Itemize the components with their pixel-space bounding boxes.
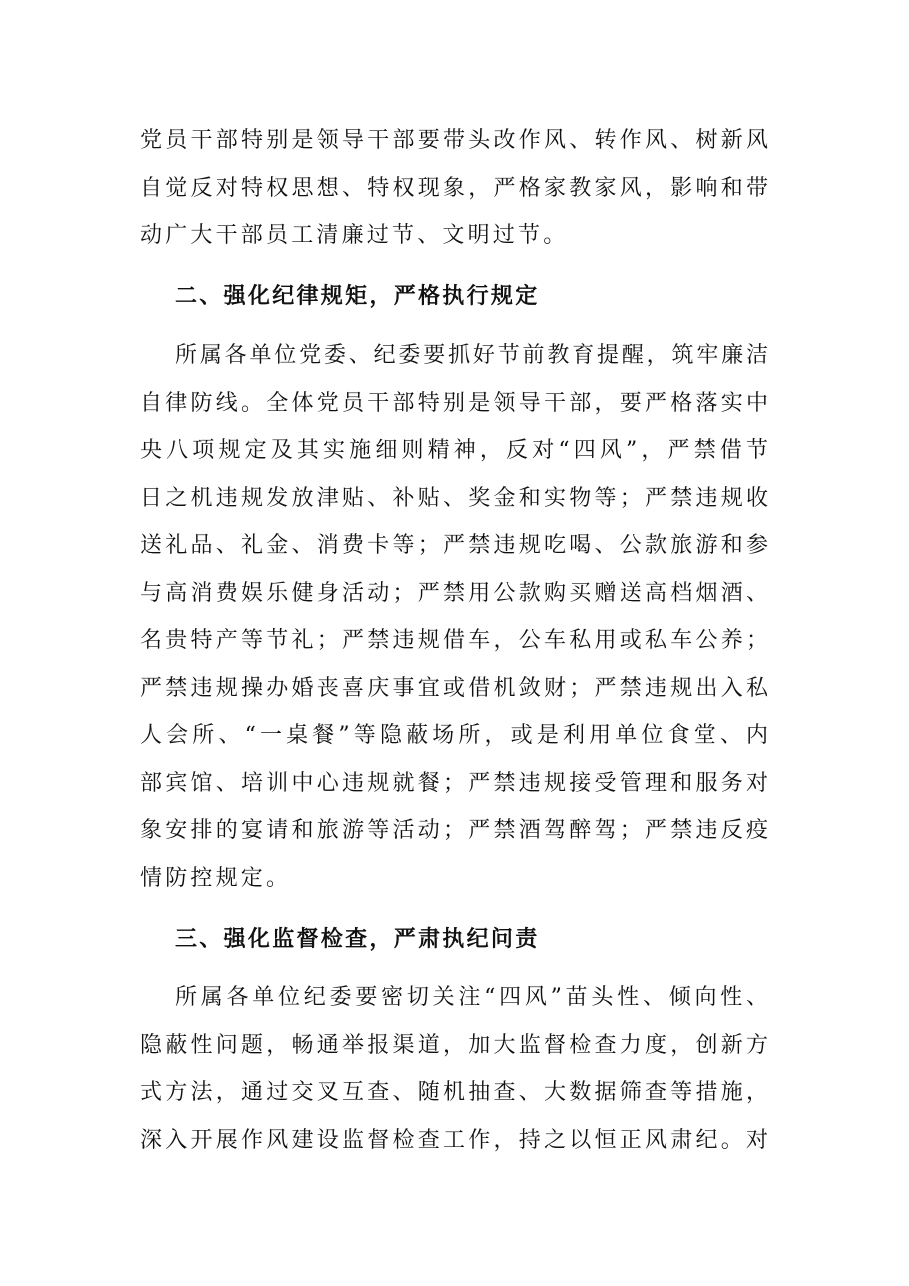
text-line: 党员干部特别是领导干部要带头改作风、转作风、树新风 — [140, 128, 770, 153]
section-heading: 二、强化纪律规矩，严格执行规定 — [175, 283, 540, 309]
text-line: 自觉反对特权思想、特权现象，严格家教家风，影响和带 — [140, 175, 770, 201]
text-line: 部宾馆、培训中心违规就餐；严禁违规接受管理和服务对 — [140, 770, 770, 796]
paragraph-section-3 — [140, 974, 770, 1164]
text-line: 央八项规定及其实施细则精神，反对“四风”，严禁借节 — [140, 438, 770, 463]
text-line: 严禁违规操办婚丧喜庆事宜或借机敛财；严禁违规出入私 — [140, 675, 770, 701]
text-line: 深入开展作风建设监督检查工作，持之以恒正风肃纪。对 — [140, 1127, 770, 1153]
section-heading: 三、强化监督检查，严肃执纪问责 — [175, 926, 540, 952]
text-line: 象安排的宴请和旅游等活动；严禁酒驾醉驾；严禁违反疫 — [140, 818, 770, 843]
text-line: 隐蔽性问题，畅通举报渠道，加大监督检查力度，创新方 — [140, 1032, 770, 1058]
text-line: 所属各单位纪委要密切关注“四风”苗头性、倾向性、 — [175, 985, 770, 1010]
text-line: 所属各单位党委、纪委要抓好节前教育提醒，筑牢廉洁 — [175, 343, 770, 368]
text-line: 式方法，通过交叉互查、随机抽查、大数据筛查等措施， — [140, 1080, 770, 1105]
text-line: 人会所、“一桌餐”等隐蔽场所，或是利用单位食堂、内 — [140, 723, 770, 748]
text-line: 情防控规定。 — [140, 865, 292, 891]
text-line: 送礼品、礼金、消费卡等；严禁违规吃喝、公款旅游和参 — [140, 533, 770, 558]
text-line: 动广大干部员工清廉过节、文明过节。 — [140, 223, 569, 248]
text-line: 与高消费娱乐健身活动；严禁用公款购买赠送高档烟酒、 — [140, 580, 770, 606]
paragraph-section-2 — [140, 332, 770, 902]
document-body — [140, 117, 770, 1164]
text-line: 日之机违规发放津贴、补贴、奖金和实物等；严禁违规收 — [140, 485, 770, 511]
text-line: 名贵特产等节礼；严禁违规借车，公车私用或私车公养； — [140, 628, 770, 653]
paragraph-intro — [140, 117, 770, 260]
text-line: 自律防线。全体党员干部特别是领导干部，要严格落实中 — [140, 390, 770, 416]
